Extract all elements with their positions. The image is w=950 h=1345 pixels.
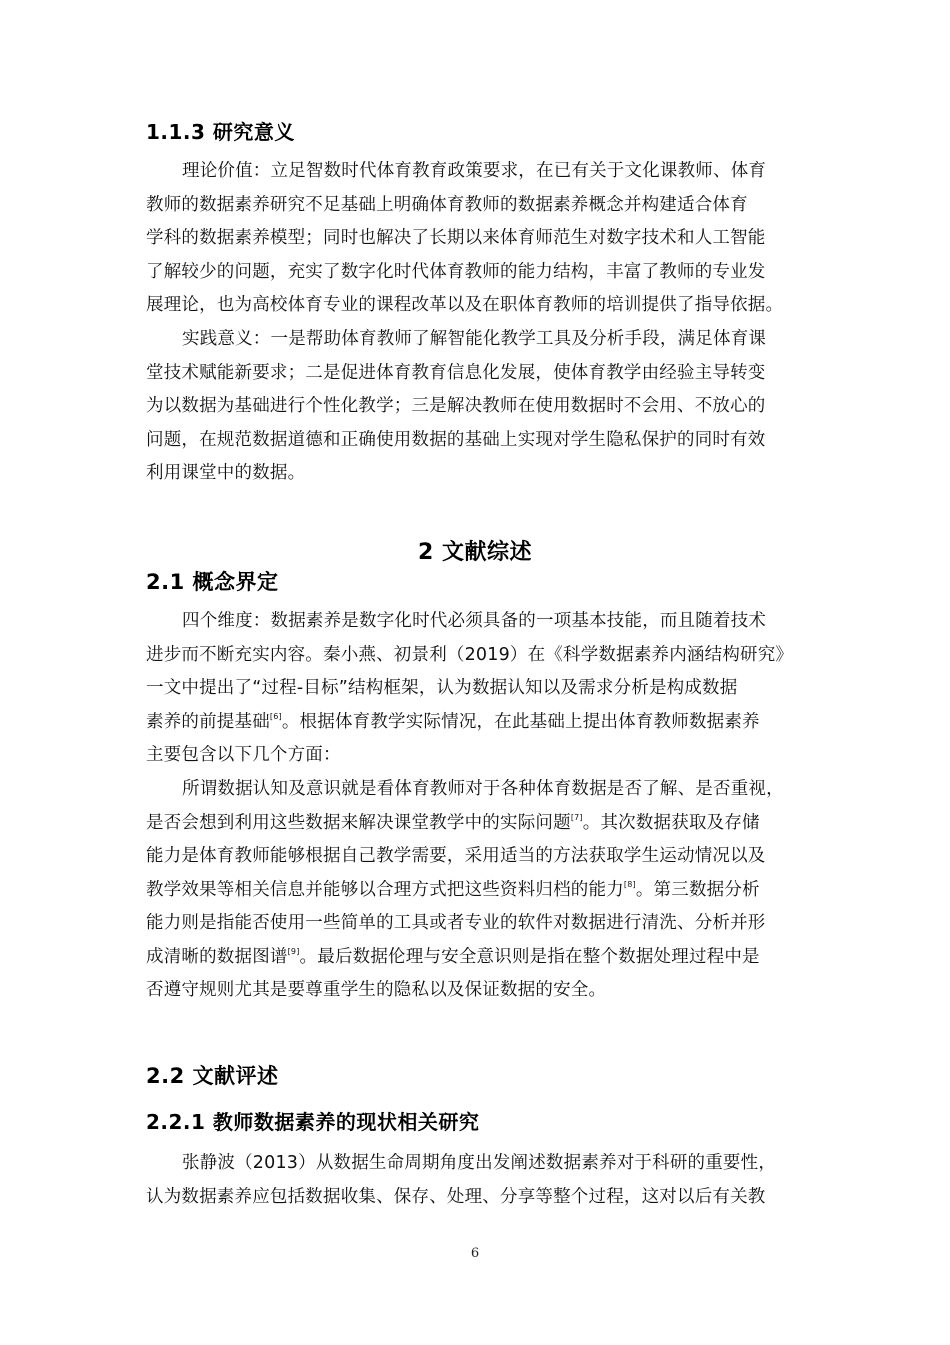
text-line: 了解较少的问题，充实了数字化时代体育教师的能力结构，丰富了教师的专业发 [146, 261, 766, 282]
text-line: 进步而不断充实内容。秦小燕、初景利（2019）在《科学数据素养内涵结构研究》 [146, 644, 794, 665]
paragraph-four-dimensions [146, 605, 808, 773]
text-line: 为以数据为基础进行个性化教学；三是解决教师在使用数据时不会用、不放心的 [146, 396, 766, 416]
text-line: 能力是体育教师能够根据自己教学需要，采用适当的方法获取学生运动情况以及 [146, 846, 766, 866]
citation-ref: [6] [269, 711, 282, 721]
text-line: 一文中提出了“过程-目标”结构框架，认为数据认知以及需求分析是构成数据 [146, 678, 738, 698]
text-line: 否遵守规则尤其是要尊重学生的隐私以及保证数据的安全。 [146, 980, 607, 1000]
text-line [146, 874, 808, 908]
text-line [146, 941, 808, 975]
text-line: 理论价值：立足智数时代体育教育政策要求，在已有关于文化课教师、体育 [182, 161, 767, 181]
text-segment: 。根据体育教学实际情况，在此基础上提出体育教师数据素养 [281, 711, 760, 732]
text-line: 张静波（2013）从数据生命周期角度出发阐述数据素养对于科研的重要性， [182, 1153, 777, 1173]
text-line: 展理论，也为高校体育专业的课程改革以及在职体育教师的培训提供了指导依据。 [146, 295, 784, 315]
text-line: 能力则是指能否使用一些简单的工具或者专业的软件对数据进行清洗、分析并形 [146, 913, 766, 933]
section-heading-2-2-1: 2.2.1 教师数据素养的现状相关研究 [146, 1110, 480, 1134]
paragraph-practical-value [146, 323, 808, 491]
text-segment: 。最后数据伦理与安全意识则是指在整个数据处理过程中是 [299, 946, 760, 967]
paragraph-data-cognition [146, 773, 808, 1008]
text-line [146, 807, 808, 841]
text-line: 问题，在规范数据道德和正确使用数据的基础上实现对学生隐私保护的同时有效 [146, 429, 766, 450]
text-segment: 成清晰的数据图谱 [146, 946, 288, 967]
text-line: 所谓数据认知及意识就是看体育教师对于各种体育数据是否了解、是否重视， [182, 779, 784, 799]
text-segment: 素养的前提基础 [146, 711, 270, 732]
text-line: 堂技术赋能新要求；二是促进体育教育信息化发展，使体育教学由经验主导转变 [146, 362, 766, 383]
citation-ref: [8] [623, 879, 636, 889]
paragraph-theoretical-value [146, 155, 808, 323]
paragraph-zhang-jingbo [146, 1147, 808, 1214]
citation-ref: [7] [570, 812, 583, 822]
text-line: 利用课堂中的数据。 [146, 463, 306, 483]
text-line: 主要包含以下几个方面： [146, 745, 341, 765]
text-line: 教师的数据素养研究不足基础上明确体育教师的数据素养概念并构建适合体育 [146, 194, 748, 215]
section-heading-2-1: 2.1 概念界定 [146, 570, 279, 594]
text-line: 认为数据素养应包括数据收集、保存、处理、分享等整个过程，这对以后有关教 [146, 1186, 766, 1207]
text-segment: 。其次数据获取及存储 [582, 812, 760, 833]
text-line: 学科的数据素养模型；同时也解决了长期以来体育师范生对数字技术和人工智能 [146, 228, 766, 248]
text-segment: 教学效果等相关信息并能够以合理方式把这些资料归档的能力 [146, 879, 624, 900]
text-line: 四个维度：数据素养是数字化时代必须具备的一项基本技能，而且随着技术 [182, 611, 767, 631]
section-heading-2-2: 2.2 文献评述 [146, 1064, 279, 1088]
chapter-title: 2 文献综述 [418, 540, 532, 565]
text-line [146, 706, 808, 740]
section-heading-1-1-3: 1.1.3 研究意义 [146, 120, 295, 144]
text-line: 实践意义：一是帮助体育教师了解智能化教学工具及分析手段，满足体育课 [182, 329, 767, 349]
text-segment: 。第三数据分析 [635, 879, 760, 900]
page-number: 6 [470, 1246, 480, 1261]
citation-ref: [9] [287, 946, 300, 956]
text-segment: 是否会想到利用这些数据来解决课堂教学中的实际问题 [146, 812, 571, 833]
